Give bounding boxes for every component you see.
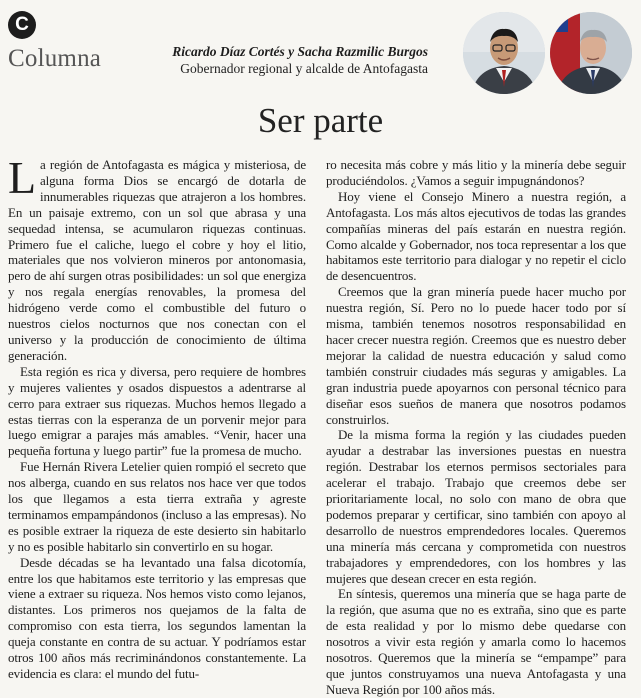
paragraph-8: De la misma forma la región y las ciudades pueden ayudar a destrabar las inversiones puestas en nuestra región. Destrabar los eternos permisos sectoriales para acelerar el trabajo. Trabajo que creemos debe ser prioritariamente local, no solo con mano de obra que podemos preparar y certificar, sino también con apoyo al desarrollo de nuestros emprendedores locales. Queremos una minería más cercana y comprometida con nuestros trabajadores y emprendedores, con los hombres y las mujeres que desean crecer en esta región. bbox=[326, 427, 626, 586]
author-roles: Gobernador regional y alcalde de Antofagasta bbox=[180, 61, 428, 76]
author-photo-2 bbox=[550, 12, 632, 94]
byline bbox=[172, 43, 428, 77]
paragraph-1 bbox=[8, 152, 306, 364]
paragraph-7: Creemos que la gran minería puede hacer mucho por nuestra región, Sí. Pero no lo puede hacer todo por sí misma, también tenemos nosotros responsabilidad en hacer crecer nuestra región. Creemos que es nuestro deber mejorar la calidad de nuestra educación y salud como también construir ciudades más seguras y amigables. La gran industria puede apoyarnos con personal técnico para diseñar esos sueños de manera que nosotros podamos construirlos. bbox=[326, 284, 626, 427]
paragraph-4: Desde décadas se ha levantado una falsa dicotomía, entre los que habitamos este territorio y las empresas que viene a extraer su riqueza. Nos hemos visto como lejanos, distantes. Los primeros nos quejamos de la falta de compromiso con esta tierra, los segundos lamentan la queja constante en contra de su actuar. Y podríamos estar otros 100 años más recriminándonos constantemente. La evidencia es clara: el mundo del futu- bbox=[8, 554, 306, 681]
column-badge-icon: C bbox=[8, 11, 36, 39]
right-column bbox=[326, 157, 626, 698]
paragraph-2: Esta región es rica y diversa, pero requiere de hombres y mujeres valientes y osados dispuestos a adentrarse al cerro para extraer sus riquezas. Muchos hemos llegado a estas tierras con la esperanza de un porvenir mejor para luego emigrar a parajes más amables. “Venir, hacer una pequeña fortuna y luego partir” fue la promesa de mucho. bbox=[8, 363, 306, 459]
left-column bbox=[8, 152, 306, 682]
paragraph-3: Fue Hernán Rivera Letelier quien rompió el secreto que nos alberga, cuando en sus relatos nos hace ver que todos los que llegamos a esta tierra extraña y agreste terminamos empampándonos (incluso a las empresas). No es posible extraer la riqueza de este desierto sin habitarlo y no es posible habitarlo sin convertirlo en su hogar. bbox=[8, 459, 306, 554]
author-photo-1 bbox=[463, 12, 545, 94]
headline: Ser parte bbox=[257, 101, 384, 140]
paragraph-1-text: a región de Antofagasta es mágica y misteriosa, de alguna forma Dios se encargó de dotarla de innumerables riquezas que atrajeron a los hombres. En un paisaje extremo, con un sol que abrasa y una sequedad intensa, se acumularon riquezas continuas. Primero fue el caliche, luego el cobre y hoy el litio, materiales que nos volvieron mineros por antonomasia, pero de ahí surgen otras posibilidades: un sol que energiza y nos regala energías renovables, la promesa del hidrógeno verde como el combustible del futuro o nuestros cielos nocturnos que nos conectan con el universo y la producción de conocimiento de última generación. bbox=[8, 157, 306, 363]
author-names: Ricardo Díaz Cortés y Sacha Razmilic Burgos bbox=[172, 44, 428, 59]
paragraph-5: ro necesita más cobre y más litio y la minería debe seguir produciéndolos. ¿Vamos a seguir impugnándonos? bbox=[326, 157, 626, 188]
paragraph-9: En síntesis, queremos una minería que se haga parte de la región, que asuma que no es extraña, sino que es parte de esta realidad y por lo mismo debe quedarse con nosotros a vivir esta región y amarla como lo hacemos nosotros. Queremos que la minería se “empampe” para que juntos construyamos una nueva Antofagasta y una Nueva Región por 100 años más. bbox=[326, 586, 626, 697]
section-label: Columna bbox=[8, 45, 102, 72]
paragraph-6: Hoy viene el Consejo Minero a nuestra región, a Antofagasta. Los más altos ejecutivos de todas las grandes compañías mineras del país estarán en nuestra región. Como alcalde y Gobernador, nos toca representar a los que habitamos este territorio para dialogar y no repetir el ciclo de desencuentros. bbox=[326, 188, 626, 284]
drop-cap: L bbox=[8, 152, 36, 203]
